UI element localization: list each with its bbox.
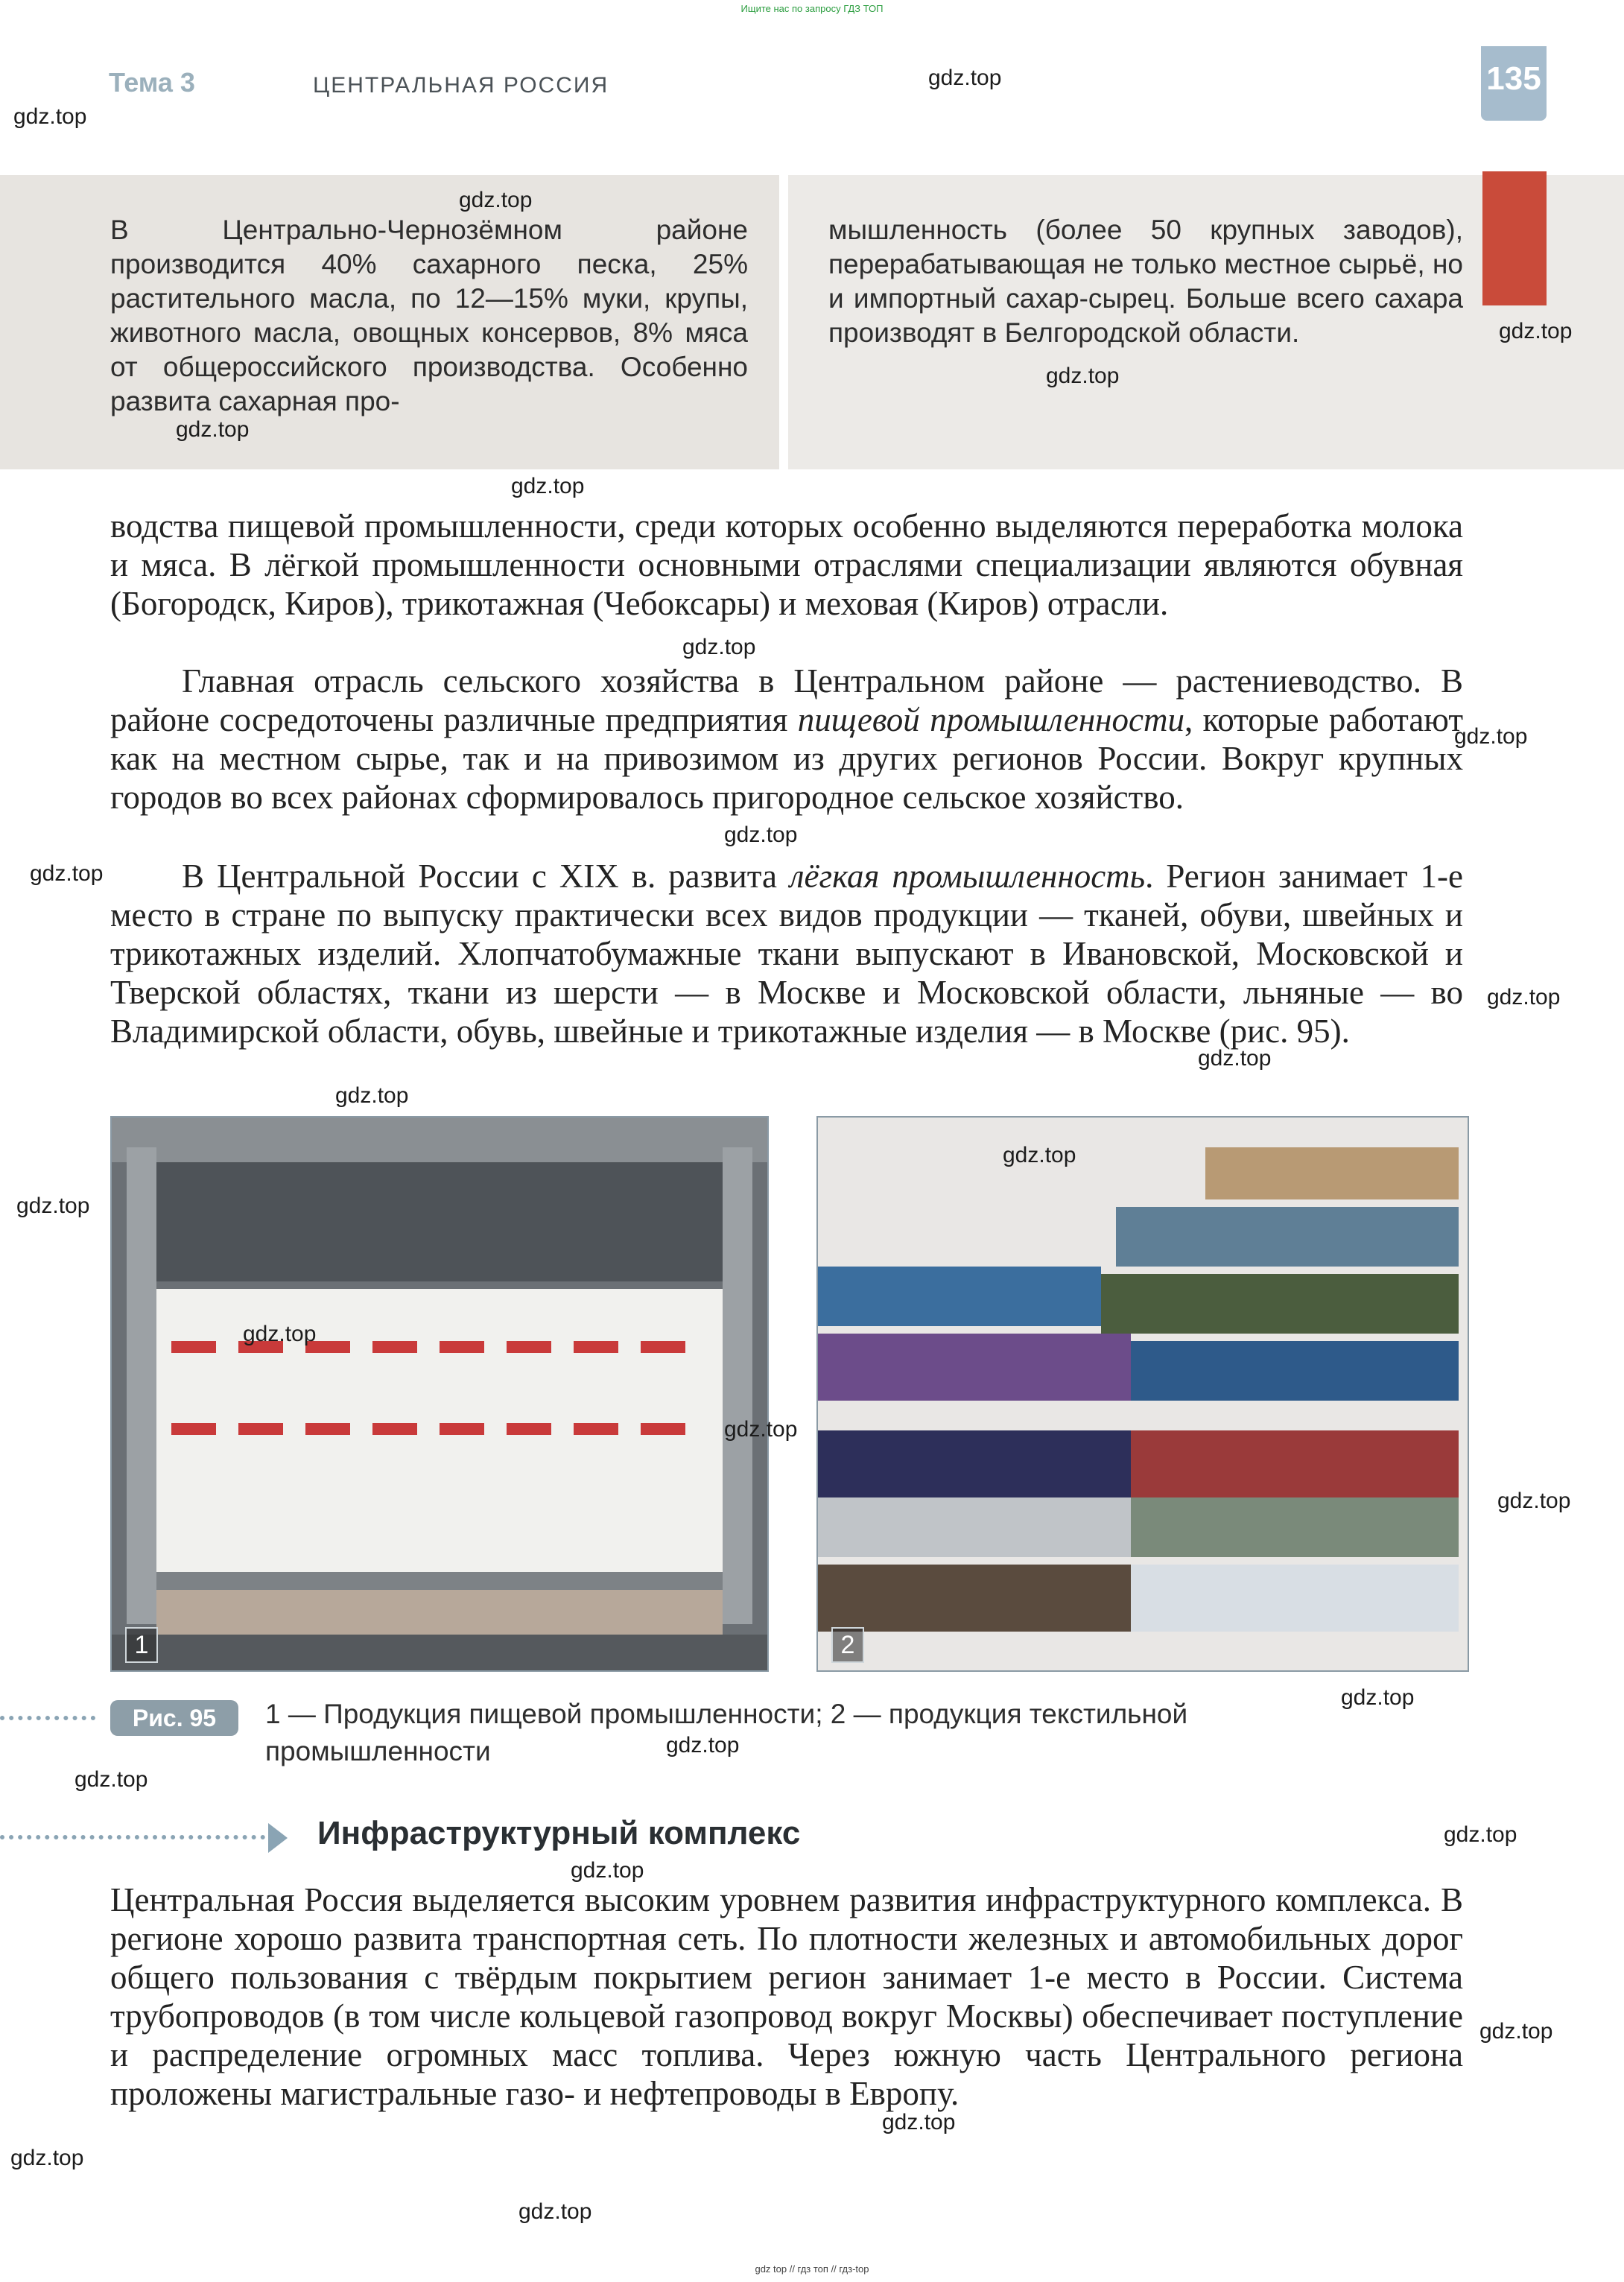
textile-rolls-illustration [818, 1118, 1468, 1670]
watermark: gdz.top [176, 417, 250, 442]
watermark: gdz.top [1479, 2019, 1553, 2044]
topic-label: Тема 3 [109, 67, 195, 98]
term-food-industry: пищевой промышленности [797, 701, 1184, 738]
watermark: gdz.top [1444, 1822, 1517, 1847]
paragraph-2: Главная отрасль сельского хозяйства в Центральном районе — растениеводство. В районе сосредоточены различные предприятия пищевой промышленности, которые работают как на местном сырье, так и на привозимом из других регионов России. Вокруг крупных городов во всех районах сформировалось пригородное сельское хозяйство. [110, 662, 1464, 816]
watermark: gdz.top [16, 1194, 90, 1218]
watermark: gdz.top [13, 104, 87, 129]
photo-1-number: 1 [125, 1627, 158, 1663]
section-heading: Инфраструктурный комплекс [317, 1815, 801, 1851]
heading-dotted-line [0, 1835, 265, 1839]
top-notice: Ищите нас по запросу ГДЗ ТОП [740, 3, 884, 14]
term-light-industry: лёгкая промышленность [789, 858, 1146, 895]
figure-badge: Рис. 95 [110, 1700, 238, 1736]
watermark: gdz.top [1003, 1143, 1076, 1167]
section-title: ЦЕНТРАЛЬНАЯ РОССИЯ [313, 73, 609, 98]
photo-textile-rolls [816, 1116, 1469, 1672]
watermark: gdz.top [724, 1417, 798, 1442]
watermark: gdz.top [882, 2110, 956, 2134]
page-number: 135 [1481, 46, 1547, 121]
watermark: gdz.top [10, 2146, 84, 2170]
watermark: gdz.top [1341, 1685, 1415, 1710]
watermark: gdz.top [243, 1322, 317, 1346]
note-column-1: В Центрально-Чернозёмном районе производится 40% сахарного песка, 25% растительного масла, по 12—15% муки, крупы, животного масла, овощных консервов, 8% мяса от общероссийского производства. Особенно развита сахарная про- [110, 215, 748, 416]
caption-dotted-line [0, 1716, 95, 1720]
watermark: gdz.top [724, 823, 798, 847]
watermark: gdz.top [1497, 1489, 1571, 1513]
note-bookmark-tab [1482, 171, 1547, 305]
watermark: gdz.top [1487, 985, 1561, 1010]
paragraph-3: В Центральной России с XIX в. развита лёгкая промышленность. Регион занимает 1-е место в стране по выпуску практически всех видов продукции — тканей, обуви, швейных и трикотажных изделий. Хлопчатобумажные ткани выпускают в Ивановской, Московской и Тверской областях, ткани из шерсти — в Москве и Московской области, льняные — во Владимирской области, обувь, швейные и трикотажные изделия — в Москве (рис. 95). [110, 858, 1463, 1050]
photo-milk-bottles [110, 1116, 769, 1672]
watermark: gdz.top [1454, 724, 1528, 749]
heading-arrow-icon [268, 1823, 288, 1853]
watermark: gdz.top [928, 66, 1002, 90]
watermark: gdz.top [1046, 364, 1120, 388]
watermark: gdz.top [1198, 1046, 1272, 1071]
watermark: gdz.top [1499, 319, 1573, 343]
paragraph-1: водства пищевой промышленности, среди которых особенно выделяются переработка молока и мяса. В лёгкой промышленности основными отраслями специализации являются обувная (Богородск, Киров), трикотажная (Чебоксары) и меховая (Киров) отрасли. [110, 507, 1463, 622]
watermark: gdz.top [30, 861, 104, 886]
photo-2-number: 2 [831, 1627, 864, 1663]
watermark: gdz.top [682, 635, 756, 659]
watermark: gdz.top [666, 1733, 740, 1758]
paragraph-4: Центральная Россия выделяется высоким уровнем развития инфраструктурного комплекса. В регионе хорошо развита транспортная сеть. По плотности железных и автомобильных дорог общего пользования с твёрдым покрытием регион занимает 1-е место в России. Система трубопроводов (в том числе кольцевой газопровод вокруг Москвы) обеспечивает поступление и распределение огромных масс топлива. Через южную часть Центрального региона проложены магистральные газо- и нефтепроводы в Европу. [110, 1881, 1463, 2112]
watermark: gdz.top [335, 1083, 409, 1108]
watermark: gdz.top [459, 188, 533, 212]
bottom-notice: gdz top // гдз топ // гдз-top [755, 2263, 869, 2275]
watermark: gdz.top [571, 1858, 644, 1883]
watermark: gdz.top [74, 1767, 148, 1792]
figure-caption: 1 — Продукция пищевой промышленности; 2 — продукция текстильной промышленности [265, 1699, 1188, 1766]
note-column-2: мышленность (более 50 крупных заводов), перерабатывающая не только местное сырьё, но и импортный сахар-сырец. Больше всего сахара производят в Белгородской области. [828, 215, 1463, 348]
milk-bottles-illustration [112, 1118, 767, 1670]
watermark: gdz.top [518, 2199, 592, 2224]
watermark: gdz.top [511, 474, 585, 498]
